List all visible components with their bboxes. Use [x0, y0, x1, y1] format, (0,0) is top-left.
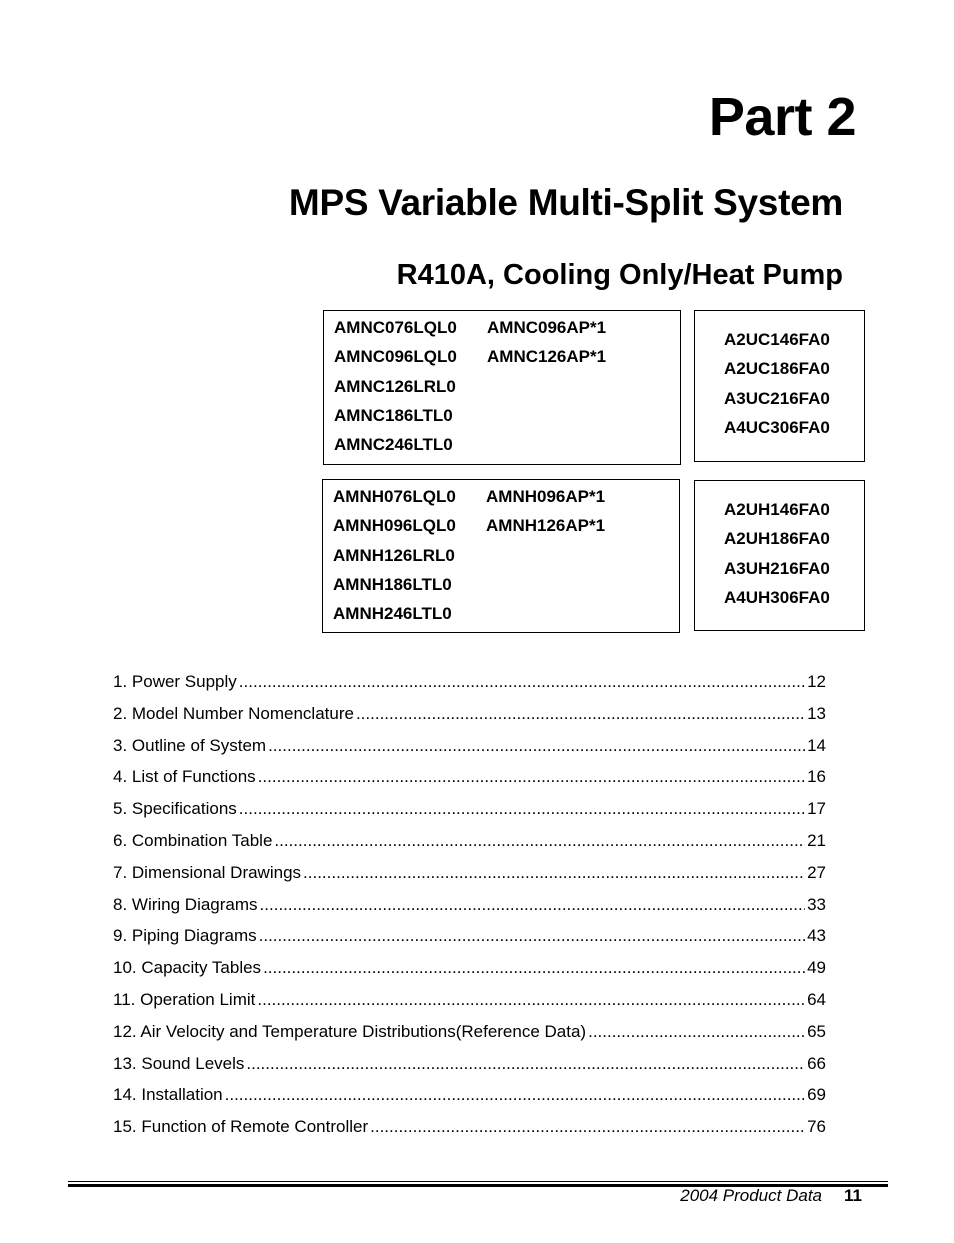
dot-leader [260, 889, 806, 921]
toc-entry-title: 13. Sound Levels [113, 1053, 245, 1073]
part-title: Part 2 [708, 87, 856, 147]
heatpump-outdoor-models-box [322, 479, 680, 633]
toc-entry[interactable] [113, 1111, 826, 1143]
toc-entry-title: 6. Combination Table [113, 830, 273, 850]
dot-leader [356, 698, 805, 730]
model-number: AMNH076LQL0 [333, 487, 456, 506]
model-number: AMNC126AP*1 [487, 347, 607, 367]
dot-leader [268, 730, 805, 762]
toc-entry[interactable] [113, 1016, 826, 1048]
toc-entry-title: 8. Wiring Diagrams [113, 894, 258, 914]
dot-leader [259, 920, 805, 952]
toc-entry-title: 15. Function of Remote Controller [113, 1117, 369, 1137]
toc-page-number: 14 [807, 735, 826, 755]
toc-page-number: 16 [807, 767, 826, 787]
toc-entry-title: 10. Capacity Tables [113, 958, 262, 978]
model-number: A2UH186FA0 [724, 529, 830, 549]
model-column [487, 313, 606, 372]
toc-page-number: 49 [807, 958, 826, 978]
model-number: AMNH126AP*1 [486, 516, 606, 536]
model-number: AMNC096LQL0 [334, 347, 457, 367]
toc-entry[interactable] [113, 1079, 826, 1111]
dot-leader [257, 984, 805, 1016]
dot-leader [303, 857, 805, 889]
dot-leader [274, 825, 805, 857]
model-number: AMNC096AP*1 [487, 318, 607, 337]
toc-page-number: 13 [807, 703, 826, 723]
toc-entry-title: 1. Power Supply [113, 672, 237, 691]
model-number: AMNC246LTL0 [334, 435, 453, 455]
table-of-contents [113, 666, 826, 1143]
dot-leader [246, 1048, 805, 1080]
toc-entry[interactable] [113, 666, 826, 698]
toc-entry-title: 14. Installation [113, 1085, 223, 1105]
toc-entry[interactable] [113, 793, 826, 825]
dot-leader [258, 761, 805, 793]
toc-page-number: 64 [807, 989, 826, 1009]
toc-entry[interactable] [113, 984, 826, 1016]
model-number: A2UH146FA0 [724, 500, 830, 519]
toc-entry-title: 7. Dimensional Drawings [113, 862, 302, 882]
model-column [334, 313, 457, 459]
toc-page-number: 33 [807, 894, 826, 914]
model-number: AMNC186LTL0 [334, 405, 453, 425]
toc-page-number: 43 [807, 926, 826, 946]
model-column [724, 325, 830, 442]
model-number: AMNH096LQL0 [333, 516, 456, 536]
toc-entry-title: 5. Specifications [113, 799, 237, 819]
toc-entry[interactable] [113, 889, 826, 921]
model-number: AMNH186LTL0 [333, 574, 452, 594]
toc-page-number: 17 [807, 799, 826, 819]
dot-leader [588, 1016, 805, 1048]
toc-entry[interactable] [113, 698, 826, 730]
footer-rule-thin [68, 1181, 888, 1182]
toc-page-number: 69 [807, 1085, 826, 1105]
refrigerant-title: R410A, Cooling Only/Heat Pump [396, 259, 843, 291]
model-number: AMNH096AP*1 [486, 487, 606, 506]
toc-page-number: 27 [807, 862, 826, 882]
cooling-outdoor-models-box [323, 310, 681, 465]
dot-leader [239, 793, 805, 825]
model-number: A2UC146FA0 [724, 330, 830, 349]
toc-entry[interactable] [113, 1048, 826, 1080]
toc-entry[interactable] [113, 730, 826, 762]
cooling-indoor-models-box [694, 310, 865, 462]
toc-entry[interactable] [113, 920, 826, 952]
model-number: A3UH216FA0 [724, 558, 830, 578]
system-title: MPS Variable Multi-Split System [288, 182, 843, 223]
toc-entry-title: 2. Model Number Nomenclature [113, 703, 354, 723]
dot-leader [225, 1079, 805, 1111]
dot-leader [263, 952, 805, 984]
toc-page-number: 12 [807, 672, 826, 691]
toc-entry[interactable] [113, 952, 826, 984]
toc-page-number: 66 [807, 1053, 826, 1073]
toc-entry-title: 3. Outline of System [113, 735, 267, 755]
model-number: A4UH306FA0 [724, 587, 830, 607]
dot-leader [239, 666, 805, 698]
toc-entry-title: 4. List of Functions [113, 767, 256, 787]
model-number: A4UC306FA0 [724, 417, 830, 437]
model-number: AMNC126LRL0 [334, 376, 456, 396]
model-number: AMNC076LQL0 [334, 318, 457, 337]
toc-entry-title: 9. Piping Diagrams [113, 926, 257, 946]
toc-entry[interactable] [113, 857, 826, 889]
toc-page-number: 76 [807, 1117, 826, 1137]
toc-entry[interactable] [113, 761, 826, 793]
dot-leader [370, 1111, 805, 1143]
model-column [486, 482, 605, 541]
toc-entry[interactable] [113, 825, 826, 857]
footer-page-number: 11 [844, 1186, 862, 1205]
model-number: A2UC186FA0 [724, 359, 830, 379]
model-number: AMNH246LTL0 [333, 604, 452, 624]
model-number: A3UC216FA0 [724, 388, 830, 408]
toc-entry-title: 11. Operation Limit [113, 989, 256, 1009]
toc-page-number: 21 [807, 830, 826, 850]
heatpump-indoor-models-box [694, 480, 865, 631]
model-column [333, 482, 456, 628]
model-column [724, 495, 830, 612]
model-number: AMNH126LRL0 [333, 545, 455, 565]
toc-page-number: 65 [807, 1021, 826, 1041]
toc-entry-title: 12. Air Velocity and Temperature Distributions(Reference Data) [113, 1021, 587, 1041]
footer-publication: 2004 Product Data [680, 1186, 822, 1205]
